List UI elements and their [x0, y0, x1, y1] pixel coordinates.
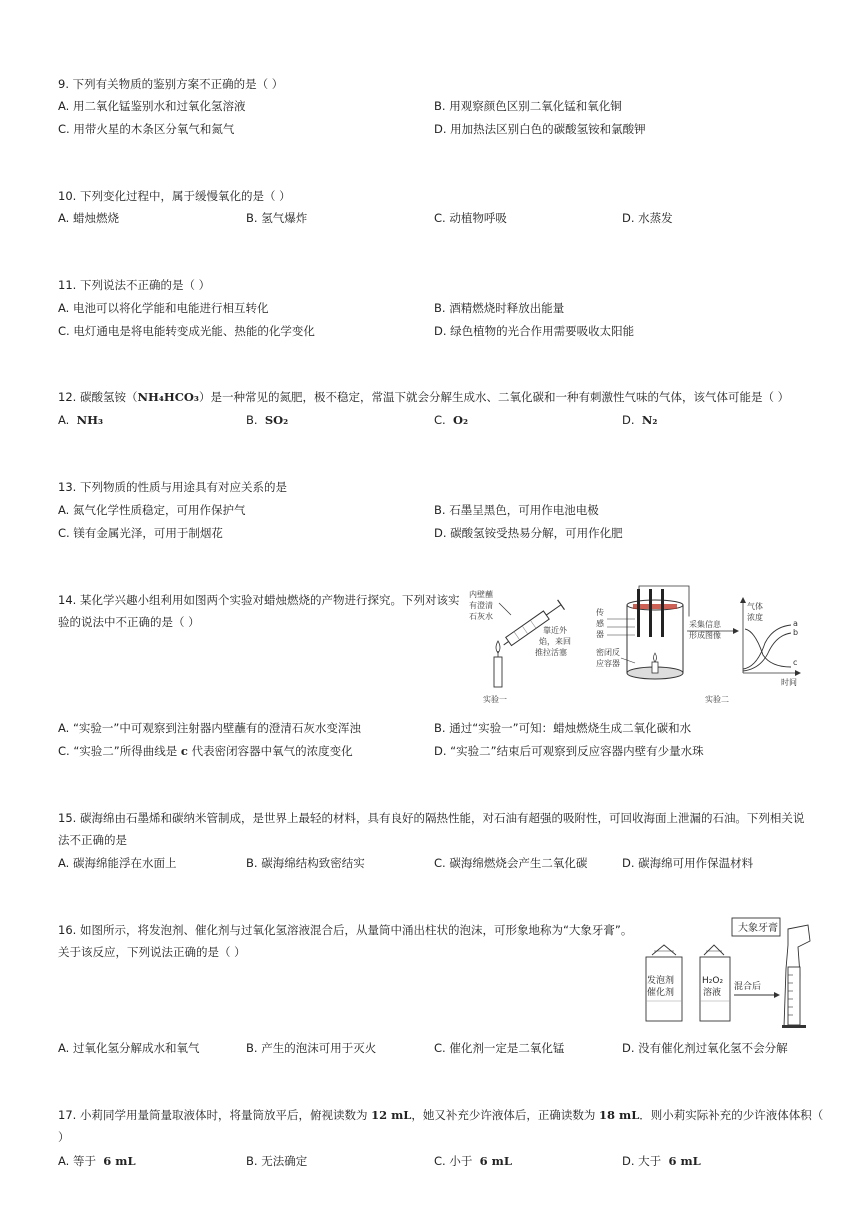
concentration-graph	[740, 597, 801, 687]
curve-c-label: c	[793, 658, 798, 667]
curve-b-label: b	[793, 628, 799, 637]
q17-c-value: 6 mL	[479, 1154, 512, 1168]
q16-option-b: B. 产生的泡沫可用于灭火	[246, 1041, 377, 1055]
q12-option-c	[434, 412, 468, 428]
q17-value-1: 12 mL	[371, 1108, 412, 1122]
q12-b-label: B.	[246, 413, 258, 427]
q17-stem-line1	[58, 1107, 823, 1123]
q17-stem-c: ．则小莉实际补充的少许液体体积（	[639, 1108, 824, 1122]
sensor-label-3: 器	[596, 630, 604, 639]
curve-a-label: a	[793, 619, 798, 628]
experiment-two	[596, 586, 801, 704]
q17-option-b: B. 无法确定	[246, 1154, 308, 1168]
q16-option-a: A. 过氧化氢分解成水和氧气	[58, 1041, 200, 1055]
q15-option-a: A. 碳海绵能浮在水面上	[58, 856, 177, 870]
figure-title: 大象牙膏	[738, 923, 778, 934]
q17-d-pre: D. 大于	[622, 1154, 662, 1168]
q15-stem-line2: 法不正确的是	[58, 833, 127, 847]
q17-a-pre: A. 等于	[58, 1154, 96, 1168]
q14-stem-line1: 14. 某化学兴趣小组利用如图两个实验对蜡烛燃烧的产物进行探究。下列对该实	[58, 593, 460, 607]
exp1-label-3: 石灰水	[469, 612, 493, 621]
q9-option-a: A. 用二氧化锰鉴别水和过氧化氢溶液	[58, 99, 246, 113]
q16-elephant-toothpaste-figure	[638, 915, 813, 1030]
q12-c-formula: O₂	[453, 413, 469, 427]
q16-option-d: D. 没有催化剂过氧化氢不会分解	[622, 1041, 788, 1055]
q12-stem-post: ）是一种常见的氮肥，极不稳定，常温下就会分解生成水、二氧化碳和一种有刺激性气味的气体，该气体可能是（ ）	[198, 390, 790, 404]
q14-experiment-figure	[465, 585, 805, 707]
collect-label-1: 采集信息	[689, 620, 721, 629]
q12-a-formula: NH₃	[76, 413, 104, 427]
q13-option-c: C. 镁有金属光泽，可用于制烟花	[58, 526, 223, 540]
q14-option-d: D. “实验二”结束后可观察到反应容器内壁有少量水珠	[434, 744, 704, 758]
beaker-foaming-agent	[646, 945, 682, 1021]
beaker2-label-2: 溶液	[703, 988, 722, 998]
exp1-caption: 实验一	[483, 695, 507, 704]
collect-label-2: 形成图像	[689, 631, 721, 640]
q13-option-d: D. 碳酸氢铵受热易分解，可用作化肥	[434, 526, 623, 540]
q14-c-pre: C. “实验二”所得曲线是	[58, 744, 178, 758]
q17-option-d	[622, 1153, 701, 1169]
container-label-1: 密闭反	[596, 648, 620, 657]
beaker1-label-1: 发泡剂	[647, 976, 675, 986]
exp2-caption: 实验二	[705, 695, 729, 704]
q9-option-c: C. 用带火星的木条区分氧气和氮气	[58, 122, 235, 136]
container-label-2: 应容器	[596, 659, 620, 668]
mix-arrow-label: 混合后	[734, 982, 762, 992]
q17-stem-b: ，她又补充少许液体后，正确读数为	[411, 1108, 596, 1122]
q10-option-d: D. 水蒸发	[622, 211, 673, 225]
q12-option-b	[246, 412, 288, 428]
q16-stem-line1: 16. 如图所示，将发泡剂、催化剂与过氧化氢溶液混合后，从量筒中涌出柱状的泡沫，可形象地称为“大象牙膏”。	[58, 923, 633, 937]
q12-stem	[58, 389, 789, 405]
q14-stem-line2: 验的说法中不正确的是（ ）	[58, 615, 200, 629]
q10-option-a: A. 蜡烛燃烧	[58, 211, 119, 225]
q12-b-formula: SO₂	[264, 413, 289, 427]
beaker1-label-2: 催化剂	[647, 988, 675, 998]
q9-option-d: D. 用加热法区别白色的碳酸氢铵和氯酸钾	[434, 122, 646, 136]
q11-stem: 11. 下列说法不正确的是（ ）	[58, 278, 211, 292]
q14-option-a: A. “实验一”中可观察到注射器内壁蘸有的澄清石灰水变浑浊	[58, 721, 361, 735]
q15-option-b: B. 碳海绵结构致密结实	[246, 856, 365, 870]
q10-option-c: C. 动植物呼吸	[434, 211, 507, 225]
q14-c-post: 代表密闭容器中氧气的浓度变化	[191, 744, 353, 758]
reaction-container	[627, 589, 683, 679]
arrow-head-icon	[774, 992, 780, 998]
q11-option-c: C. 电灯通电是将电能转变成光能、热能的化学变化	[58, 324, 315, 338]
exp1-note-2: 焰，来回	[539, 637, 571, 646]
q9-stem: 9. 下列有关物质的鉴别方案不正确的是（ ）	[58, 77, 284, 91]
q12-d-label: D.	[622, 413, 635, 427]
q15-option-c: C. 碳海绵燃烧会产生二氧化碳	[434, 856, 588, 870]
beaker-hydrogen-peroxide	[700, 945, 730, 1021]
q17-stem-line2: ）	[58, 1130, 70, 1144]
experiment-one	[469, 589, 571, 704]
q14-option-c	[58, 743, 353, 759]
q14-c-mark: c	[180, 744, 188, 758]
q11-option-d: D. 绿色植物的光合作用需要吸收太阳能	[434, 324, 635, 338]
q11-option-a: A. 电池可以将化学能和电能进行相互转化	[58, 301, 269, 315]
q15-stem-line1: 15. 碳海绵由石墨烯和碳纳米管制成，是世界上最轻的材料，具有良好的隔热性能，对石油有超强的吸附性，可回收海面上泄漏的石油。下列相关说	[58, 811, 805, 825]
beaker2-label-1: H₂O₂	[702, 976, 724, 986]
exp1-note-3: 推拉活塞	[535, 648, 567, 657]
q13-option-b: B. 石墨呈黑色，可用作电池电极	[434, 503, 599, 517]
exp1-label-2: 有澄清	[469, 601, 493, 610]
q14-option-b: B. 通过“实验一”可知：蜡烛燃烧生成二氧化碳和水	[434, 721, 692, 735]
q13-option-a: A. 氮气化学性质稳定，可用作保护气	[58, 503, 246, 517]
q17-stem-a: 17. 小莉同学用量筒量取液体时，将量筒放平后，俯视读数为	[58, 1108, 368, 1122]
q16-option-c: C. 催化剂一定是二氧化锰	[434, 1041, 565, 1055]
q9-option-b: B. 用观察颜色区别二氧化锰和氧化铜	[434, 99, 622, 113]
exp1-note-1: 靠近外	[543, 626, 567, 635]
q17-a-value: 6 mL	[103, 1154, 136, 1168]
q15-option-d: D. 碳海绵可用作保温材料	[622, 856, 754, 870]
graph-ylabel-1: 气体	[747, 602, 763, 611]
q11-option-b: B. 酒精燃烧时释放出能量	[434, 301, 565, 315]
q13-stem: 13. 下列物质的性质与用途具有对应关系的是	[58, 480, 287, 494]
q12-a-label: A.	[58, 413, 70, 427]
q17-d-value: 6 mL	[668, 1154, 701, 1168]
q12-option-a	[58, 412, 103, 428]
q10-stem: 10. 下列变化过程中，属于缓慢氧化的是（ ）	[58, 189, 291, 203]
q17-value-2: 18 mL	[599, 1108, 640, 1122]
candle-icon	[494, 641, 502, 687]
q17-c-pre: C. 小于	[434, 1154, 473, 1168]
q16-stem-line2: 关于该反应，下列说法正确的是（ ）	[58, 945, 246, 959]
q12-c-label: C.	[434, 413, 446, 427]
q12-stem-pre: 12. 碳酸氢铵（	[58, 390, 138, 404]
q17-option-a	[58, 1153, 136, 1169]
exp1-label-1: 内壁蘸	[469, 590, 493, 599]
q12-d-formula: N₂	[641, 413, 658, 427]
q10-option-b: B. 氢气爆炸	[246, 211, 308, 225]
q12-option-d	[622, 412, 657, 428]
graph-xlabel: 时间	[781, 678, 797, 687]
sensor-label-1: 传	[596, 608, 604, 617]
graph-ylabel-2: 浓度	[747, 613, 763, 622]
sensor-label-2: 感	[596, 619, 604, 628]
q17-option-c	[434, 1153, 512, 1169]
q12-formula: NH₄HCO₃	[137, 390, 199, 404]
